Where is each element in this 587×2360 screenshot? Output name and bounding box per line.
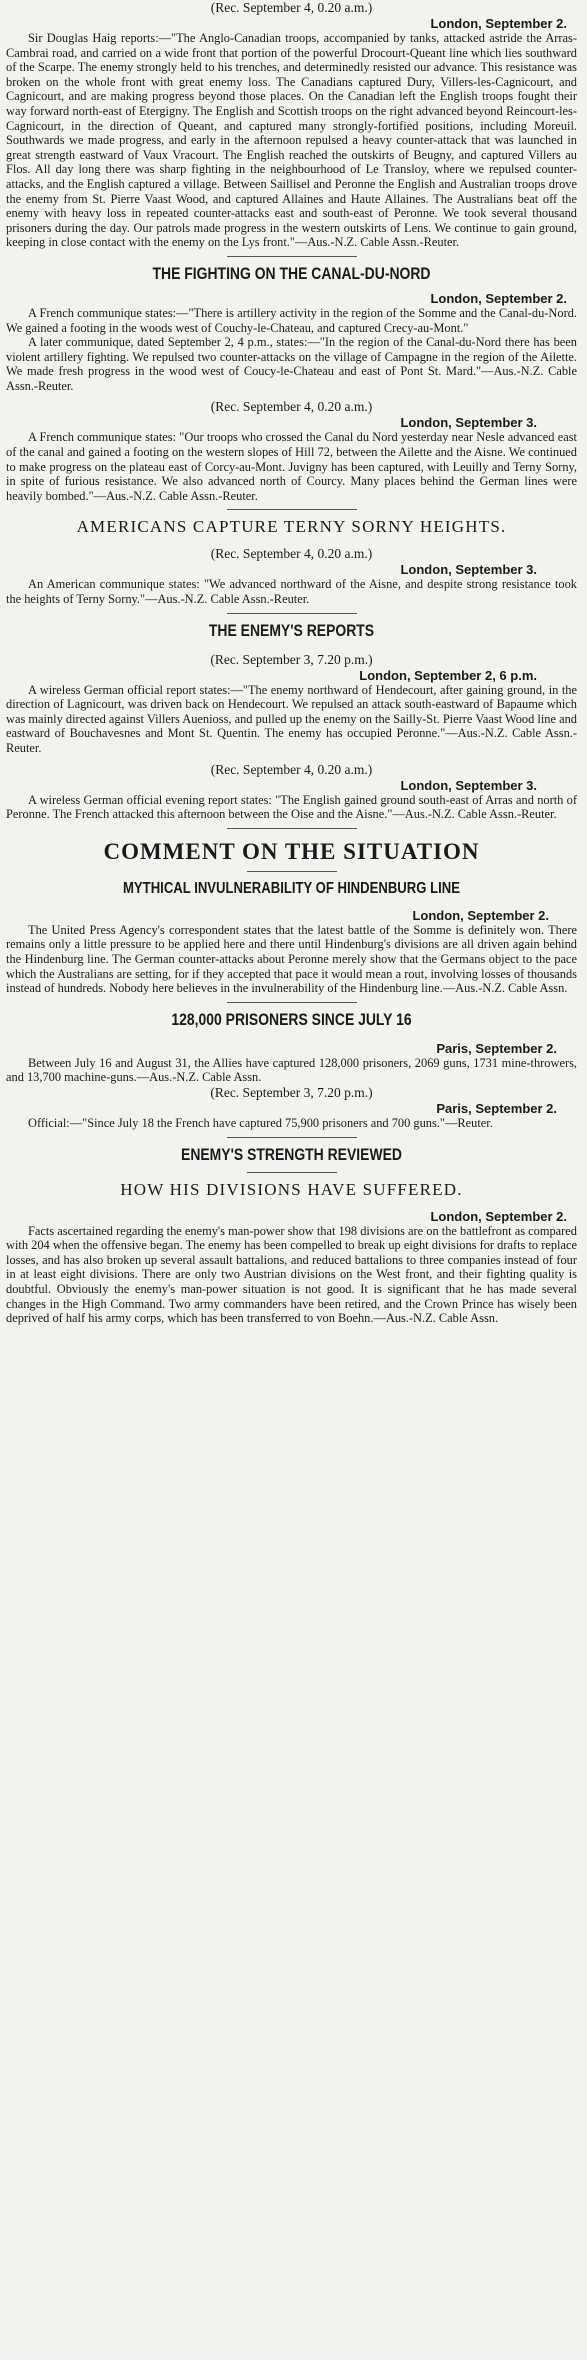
canal-du-nord-article xyxy=(6,263,577,504)
comment-article xyxy=(6,837,577,996)
dateline: London, September 3. xyxy=(400,415,537,431)
received-time: (Rec. September 4, 0.20 a.m.) xyxy=(210,546,373,562)
dateline: Paris, September 2. xyxy=(436,1040,557,1056)
received-time: (Rec. September 4, 0.20 a.m.) xyxy=(210,0,373,15)
enemy-strength-article xyxy=(6,1144,577,1326)
headline: ENEMY'S STRENGTH REVIEWED xyxy=(181,1144,402,1164)
divider xyxy=(227,1137,357,1138)
paragraph: A French communique states:—"There is artillery activity in the region of the Somme and the Canal-du-Nord. We gained a footing in the woods west of Couchy-le-Chateau, and captured Crecy-au-Mont." xyxy=(6,305,577,335)
divider xyxy=(227,256,357,257)
paragraph: Between July 16 and August 31, the Allies have captured 128,000 prisoners, 2069 guns, 1731 mine-throwers, and 13,700 machine-guns.—Aus.-N.Z. Cable Assn. xyxy=(6,1055,577,1085)
dateline: London, September 2. xyxy=(430,1208,567,1224)
divider xyxy=(227,613,357,614)
paragraph: A French communique states: "Our troops who crossed the Canal du Nord yesterday near Nesle advanced east of the canal and gained a footing on the western slopes of Hill 72, between the Ailette and the Aisne. We continued to make progress on the plateau east of Corcy-au-Mont. Juvigny has been captured, with Leuilly and Terny Sorny, in spite of furious resistance. We also advanced north of Courcy. Many places behind the German lines were heavily bombed."—Aus.-N.Z. Cable Assn.-Reuter. xyxy=(6,430,577,503)
divider xyxy=(227,509,357,510)
divider xyxy=(247,871,337,872)
subheadline: HOW HIS DIVISIONS HAVE SUFFERED. xyxy=(120,1179,463,1199)
article-body: Sir Douglas Haig reports:—"The Anglo-Canadian troops, accompanied by tanks, attacked astride the Arras-Cambrai road, and carried on a wide front that portion of the powerful Drocourt-Queant line which lies southward of the Scarpe. The enemy strongly held to his trenches, and determinedly resisted our advance. This resistance was broken on the whole front with great enemy loss. The Canadians captured Dury, Villers-les-Cagnicourt, and Cagnicourt, and are making progress beyond those places. On the Canadian left the English troops fought their way forward north-east of Etergigny. The English and Scottish troops on the right advanced beyond Reincourt-les-Cagnicourt, in the direction of Queant, and captured many strongly-fortified positions, including Moreuil. Southwards we made progress, and early in the afternoon repulsed a heavy counter-attack that was launched in great strength eastward of Vaux Vracourt. The English reached the outskirts of Beugny, and captured Villers au Flos. All day long there was sharp fighting in the neighbourhood of Le Transloy, where we repulsed counter-attacks, and the English captured a village. Between Saillisel and Peronne the English and Australian troops drove the enemy from St. Pierre Vaast Wood, and captured Allaines and Haute Allaines. The Australians beat off the enemy with heavy loss in repeated counter-attacks east and south-east of Peronne. We took several thousand prisoners during the day. Our patrols made progress in the western outskirts of Lens. We continue to gain ground, keeping in close contact with the enemy on the Lys front."—Aus.-N.Z. Cable Assn.-Reuter. xyxy=(6,31,577,250)
received-time: (Rec. September 4, 0.20 a.m.) xyxy=(210,399,373,415)
americans-article xyxy=(6,516,577,606)
headline: THE FIGHTING ON THE CANAL-DU-NORD xyxy=(152,263,431,283)
article-body: An American communique states: "We advanced northward of the Aisne, and despite strong resistance took the heights of Terny Sorny."—Aus.-N.Z. Cable Assn.-Reuter. xyxy=(6,577,577,607)
dateline: London, September 3. xyxy=(400,777,537,793)
paragraph: A later communique, dated September 2, 4 p.m., states:—"In the region of the Canal-du-Nord there has been violent artillery fighting. We repulsed two counter-attacks on the village of Campagne in the region of the Ailette. We made fresh progress in the wood west of Coucy-le-Chateau and east of Pont St. Mard."—Aus.-N.Z. Cable Assn.-Reuter. xyxy=(6,335,577,393)
paragraph: A wireless German official evening report states: "The English gained ground south-east of Arras and north of Peronne. The French attacked this afternoon between the Oise and the Aisne."—Aus.-N.Z. Cable Assn.-Reuter. xyxy=(6,792,577,822)
dateline: Paris, September 2. xyxy=(436,1100,557,1116)
dateline: London, September 3. xyxy=(400,562,537,578)
article-body: The United Press Agency's correspondent states that the latest battle of the Somme is definitely won. There remains only a little pressure to be applied here and there until Hindenburg's divisions are all driven again behind the Hindenburg line. The German counter-attacks about Peronne merely show that the Germans object to the pace which the Australians are setting, for if they accepted that pace it would mean a rout, involving losses of thousands instead of hundreds. Nobody here believes in the invulnerability of the Hindenburg line.—Aus.-N.Z. Cable Assn. xyxy=(6,922,577,996)
received-time: (Rec. September 3, 7.20 p.m.) xyxy=(210,1084,373,1100)
divider xyxy=(227,828,357,829)
article-body: Facts ascertained regarding the enemy's man-power show that 198 divisions are on the battlefront as compared with 204 when the offensive began. The enemy has been compelled to break up eight divisions for drafts to replace losses, and has also broken up several assault battalions, and reduced battalions to three companies instead of four in at least eight divisions. There are only two Austrian divisions on the West front, and their fighting quality is doubtful. Obviously the enemy's man-power situation is not good. It is significant that he has made several changes in the High Command. Two army commanders have been retired, and the Crown Prince has wisely been deprived of half his army corps, which has been transferred to von Boehn.—Aus.-N.Z. Cable Assn. xyxy=(6,1223,577,1326)
haig-report-article xyxy=(6,0,577,250)
enemy-reports-article xyxy=(6,620,577,822)
dateline: London, September 2, 6 p.m. xyxy=(359,667,537,683)
headline: COMMENT ON THE SITUATION xyxy=(103,838,480,864)
subheadline: MYTHICAL INVULNERABILITY OF HINDENBURG LINE xyxy=(123,879,460,897)
received-time: (Rec. September 3, 7.20 p.m.) xyxy=(210,651,373,667)
dateline: London, September 2. xyxy=(430,16,567,31)
received-time: (Rec. September 4, 0.20 a.m.) xyxy=(210,761,373,777)
divider xyxy=(247,1172,337,1173)
headline: THE ENEMY'S REPORTS xyxy=(208,620,375,640)
headline: AMERICANS CAPTURE TERNY SORNY HEIGHTS. xyxy=(76,517,507,537)
dateline: London, September 2. xyxy=(430,290,567,306)
prisoners-article xyxy=(6,1009,577,1131)
paragraph: A wireless German official report states:—"The enemy northward of Hendecourt, after gaining ground, in the direction of Lagnicourt, was driven back on Hendecourt. We repulsed an attack south-eastward of Bapaume which was mainly directed against Villers Auenioss, and pulled up the enemy on the Sailly-St. Pierre Vaast Wood line and eastward of Bouchavesnes and Mont St. Quentin. The enemy has occupied Peronne."—Aus.-N.Z. Cable Assn.-Reuter. xyxy=(6,682,577,755)
paragraph: Official:—"Since July 18 the French have captured 75,900 prisoners and 700 guns."—Reuter. xyxy=(28,1115,493,1130)
divider xyxy=(227,1002,357,1003)
dateline: London, September 2. xyxy=(412,907,549,923)
headline: 128,000 PRISONERS SINCE JULY 16 xyxy=(171,1009,412,1029)
